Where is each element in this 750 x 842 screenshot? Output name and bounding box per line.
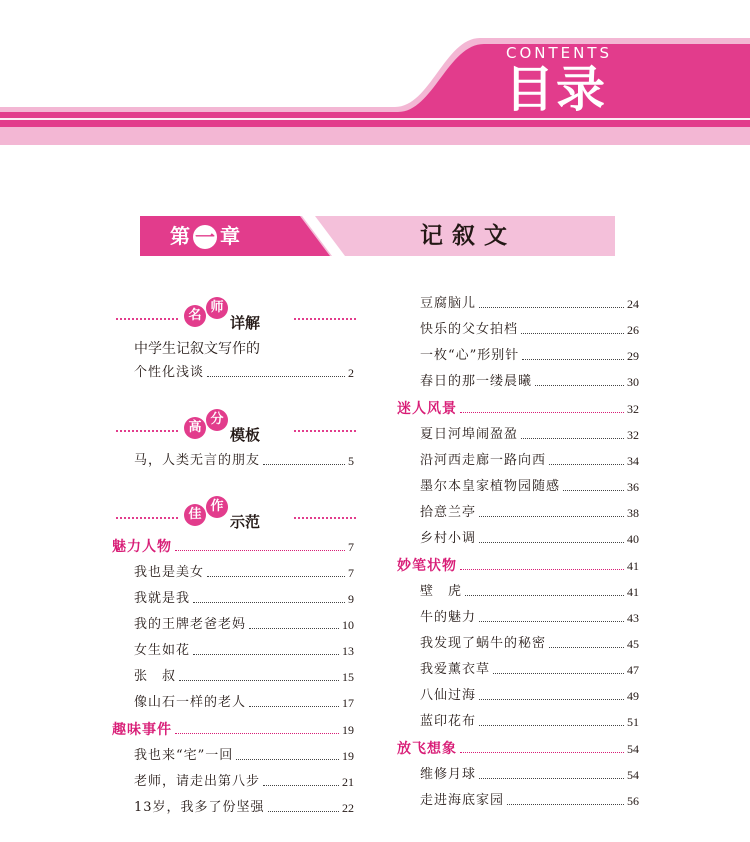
chapter-name: 记叙文 (420, 223, 516, 249)
toc-entry[interactable]: 八仙过海 49 (420, 688, 639, 703)
toc-entry[interactable]: 女生如花 13 (134, 643, 354, 658)
section-badge: 师 (206, 297, 228, 319)
section-title: 详解 (230, 314, 261, 332)
toc-entry[interactable]: 我的王牌老爸老妈 10 (134, 617, 354, 632)
divider-dots (294, 517, 356, 519)
toc-entry[interactable]: 像山石一样的老人 17 (134, 695, 354, 710)
section-badge: 高 (184, 417, 206, 439)
toc-entry[interactable]: 我爱薰衣草 47 (420, 662, 639, 677)
header-banner (0, 0, 750, 145)
toc-entry[interactable]: 豆腐脑儿 24 (420, 296, 639, 311)
toc-entry[interactable]: 拾意兰亭 38 (420, 505, 639, 520)
toc-entry[interactable]: 13岁，我多了份坚强 22 (134, 800, 354, 815)
toc-entry[interactable]: 春日的那一缕晨曦 30 (420, 374, 639, 389)
toc-entry[interactable]: 乡村小调 40 (420, 531, 639, 546)
toc-entry[interactable]: 我就是我 9 (134, 591, 354, 606)
page-title: 目录 (505, 61, 608, 118)
toc-entry[interactable]: 牛的魅力 43 (420, 610, 639, 625)
toc-entry[interactable]: 走进海底家园 56 (420, 793, 639, 808)
divider-dots (116, 517, 178, 519)
toc-category[interactable]: 妙笔状物 41 (397, 558, 639, 574)
section-badge: 名 (184, 305, 206, 327)
toc-entry[interactable]: 快乐的父女拍档 26 (420, 322, 639, 337)
section-badge: 佳 (184, 504, 206, 526)
toc-entry[interactable]: 我也来“宅”一回 19 (134, 748, 354, 763)
entry-title-line: 中学生记叙文写作的 (134, 341, 260, 357)
toc-entry[interactable]: 老师，请走出第八步 21 (134, 774, 354, 789)
toc-category[interactable]: 迷人风景 32 (397, 401, 639, 417)
section-title: 示范 (230, 513, 261, 531)
divider-dots (116, 430, 178, 432)
chapter-label (170, 225, 240, 249)
toc-entry[interactable]: 个性化浅谈 2 (134, 365, 354, 380)
section-header-gaofen (116, 412, 356, 447)
toc-entry[interactable]: 墨尔本皇家植物园随感 36 (420, 479, 639, 494)
section-badge: 分 (206, 409, 228, 431)
toc-entry[interactable]: 夏日河埠闹盈盈 32 (420, 427, 639, 442)
toc-entry[interactable]: 张 叔 15 (134, 669, 354, 684)
toc-entry[interactable]: 维修月球 54 (420, 767, 639, 782)
toc-category[interactable]: 放飞想象 54 (397, 741, 639, 757)
chapter-prefix: 第 (170, 224, 190, 248)
section-header-jiazuo (116, 499, 356, 534)
section-header-mingshi (116, 300, 356, 335)
toc-category[interactable]: 魅力人物 7 (112, 539, 354, 555)
divider-dots (116, 318, 178, 320)
chapter-suffix: 章 (220, 224, 240, 248)
toc-entry[interactable]: 我也是美女 7 (134, 565, 354, 580)
contents-label: CONTENTS (506, 44, 613, 62)
toc-entry[interactable]: 蓝印花布 51 (420, 714, 639, 729)
divider-dots (294, 318, 356, 320)
divider-dots (294, 430, 356, 432)
toc-entry[interactable]: 壁 虎 41 (420, 584, 639, 599)
section-title: 模板 (230, 426, 261, 444)
toc-entry[interactable]: 沿河西走廊一路向西 34 (420, 453, 639, 468)
toc-entry[interactable]: 我发现了蜗牛的秘密 45 (420, 636, 639, 651)
toc-category[interactable]: 趣味事件 19 (112, 722, 354, 738)
toc-entry[interactable]: 马，人类无言的朋友 5 (134, 453, 354, 468)
section-badge: 作 (206, 496, 228, 518)
toc-entry[interactable]: 一枚“心”形别针 29 (420, 348, 639, 363)
chapter-number: 一 (195, 225, 215, 249)
